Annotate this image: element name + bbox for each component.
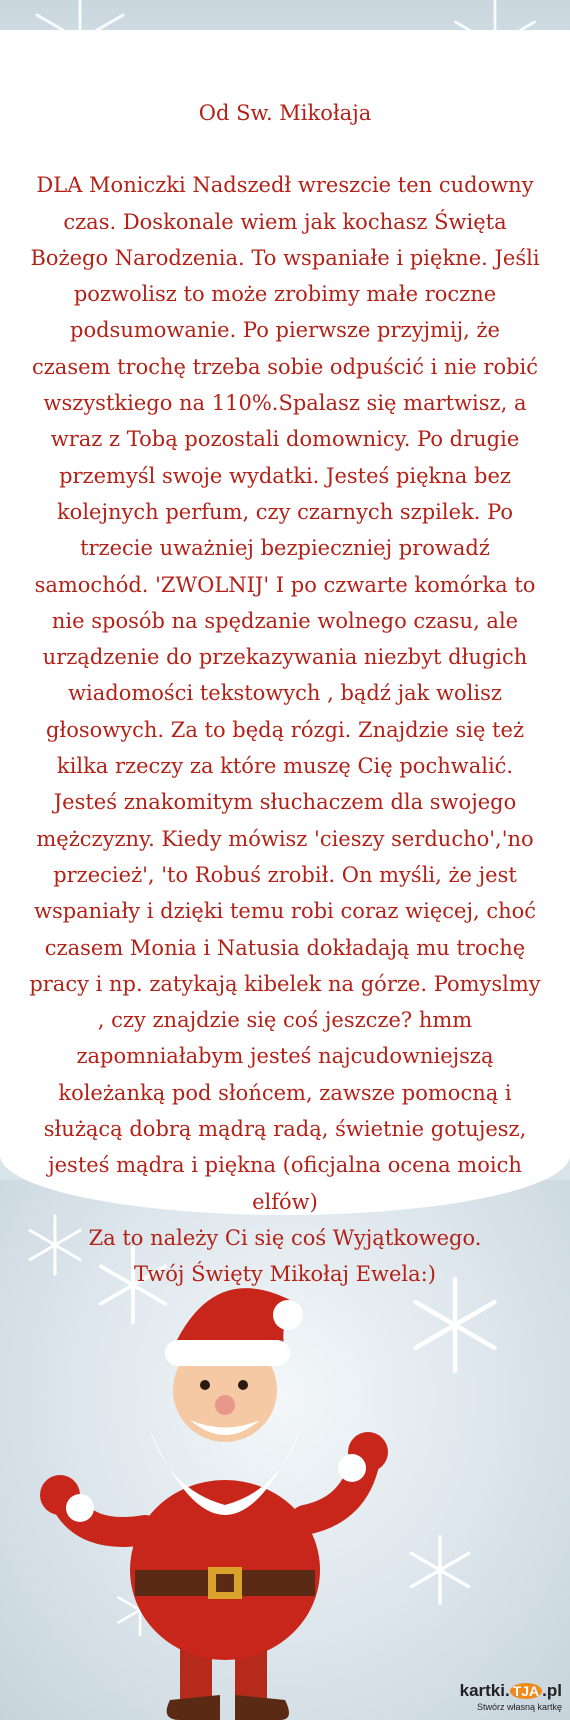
brand-tagline: Stwórz własną kartkę [476,1702,562,1712]
card-signature: Twój Święty Mikołaj Ewela:) [134,1262,436,1287]
card-title: Od Sw. Mikołaja [198,101,372,125]
card-body: DLA Moniczki Nadszedł wreszcie ten cudowny czas. Doskonale wiem jak kochasz Święta Bożego Narodzenia. To wspaniałe i piękne. Jeśli pozwolisz to może zrobimy małe roczne podsumowanie. Po pierwsze przyjmij, że czasem trochę trzeba sobie odpuścić i nie robić wszystkiego na 110%.Spalasz się martwisz, a wraz z Tobą pozostali domownicy. Po drugie przemyśl swoje wydatki. Jesteś piękna bez kolejnych perfum, czy czarnych szpilek. Po trzecie uważniej bezpieczniej prowadź samochód. 'ZWOLNIJ' I po czwarte komórka to nie sposób na spędzanie wolnego czasu, ale urządzenie do przekazywania niezbyt długich wiadomości tekstowych , bądź jak wolisz głosowych. Za to będą rózgi. Znajdzie się też kilka rzeczy za które muszę Cię pochwalić. Jesteś znakomitym słuchaczem dla swojego mężczyzny. Kiedy mówisz 'cieszy serducho','no przecież', 'to Robuś zrobił. On myśli, że jest wspaniały i dzięki temu robi coraz więcej, choć czasem Monia i Natusia dokładają mu trochę pracy i np. zatykają kibelek na górze. Pomyslmy , czy znajdzie się coś jeszcze? hmm zapomniałabym jesteś najcudowniejszą koleżanką pod słońcem, zawsze pomocną i służącą dobrą mądrą radą, świetnie gotujesz, jesteś mądra i piękna (oficjalna ocena moich elfów) [29,173,541,1214]
card-message [28,95,542,1293]
santa-illustration [30,1270,430,1720]
brand-logo-text: kartki. TJA .pl [459,1681,562,1700]
brand-logo[interactable] [460,1681,562,1712]
card-closing-line: Za to należy Ci się coś Wyjątkowego. [88,1225,482,1250]
